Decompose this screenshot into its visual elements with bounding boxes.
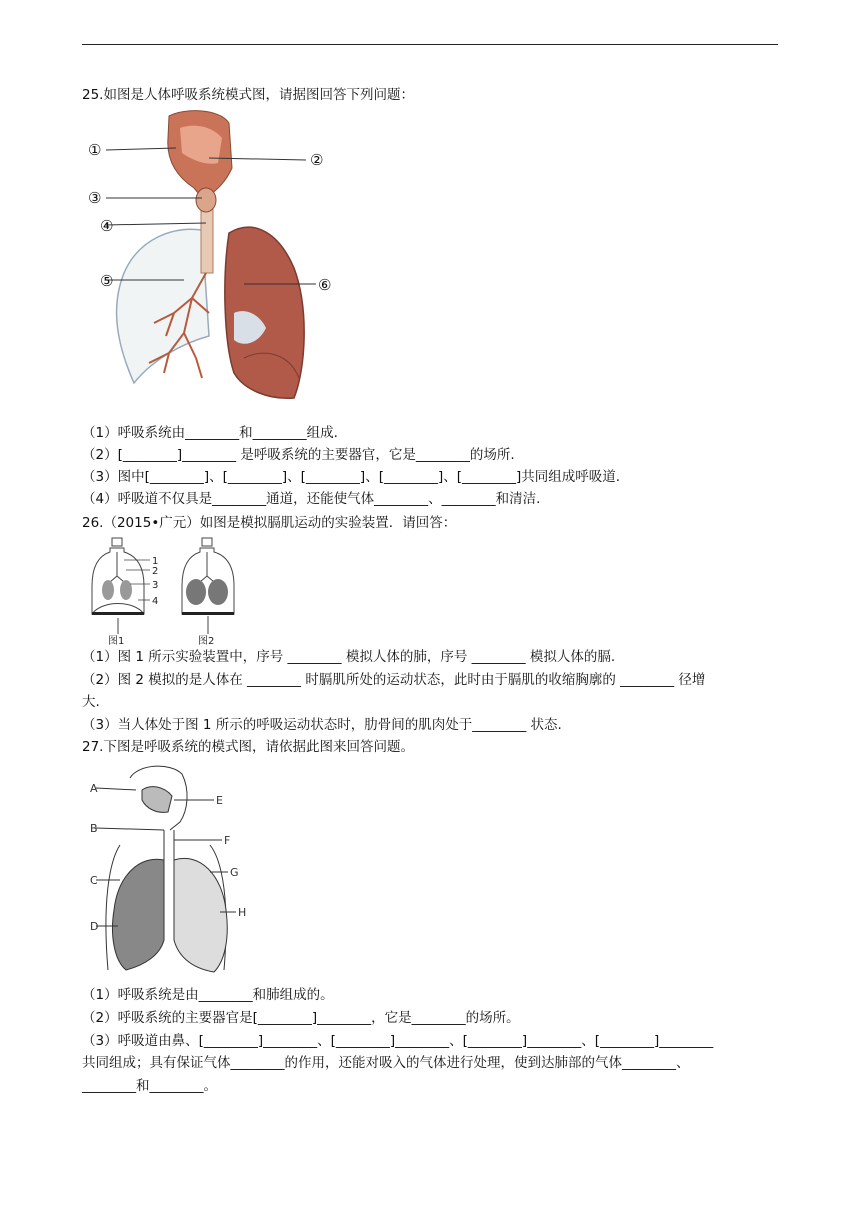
q25-label-2: ② — [310, 151, 324, 169]
q25-label-4: ④ — [100, 217, 114, 235]
q27-label-a: A — [90, 782, 98, 795]
q25-label-6: ⑥ — [318, 276, 332, 294]
q26-label-2: 2 — [152, 566, 159, 577]
q26-label-1: 1 — [152, 556, 159, 567]
q27-label-d: D — [90, 920, 99, 933]
q26-diaphragm-model-figure — [88, 536, 238, 648]
q25-line-2: （2）[________]________ 是呼吸系统的主要器官，它是________的场所. — [82, 447, 515, 463]
q26-line-3: （3）当人体处于图 1 所示的呼吸运动状态时，肋骨间的肌肉处于________ 状态. — [82, 717, 562, 733]
q26-line-2-cont: 大. — [82, 694, 100, 710]
q27-line-3-end: ________和________。 — [82, 1078, 217, 1094]
q25-respiratory-figure — [84, 108, 344, 413]
q25-label-3: ③ — [88, 189, 102, 207]
q26-line-1: （1）图 1 所示实验装置中，序号 ________ 模拟人体的肺，序号 ________ 模拟人体的膈. — [82, 649, 616, 665]
q26-fig2-caption: 图2 — [198, 636, 215, 647]
q27-label-g: G — [230, 866, 239, 879]
q27-line-2: （2）呼吸系统的主要器官是[________]________，它是________的场所。 — [82, 1010, 520, 1026]
q26-fig1-caption: 图1 — [108, 636, 125, 647]
q27-line-1: （1）呼吸系统是由________和肺组成的。 — [82, 987, 334, 1003]
q27-label-h: H — [238, 906, 247, 919]
q27-respiratory-figure — [90, 760, 250, 980]
q27-line-3-cont: 共同组成；具有保证气体________的作用，还能对吸入的气体进行处理，使到达肺部的气体________、 — [82, 1055, 690, 1071]
q27-label-e: E — [216, 794, 223, 807]
q27-line-3: （3）呼吸道由鼻、[________]________、[________]________、[________]________、[________]________ — [82, 1033, 714, 1049]
q27-label-f: F — [224, 834, 231, 847]
q27-label-c: C — [90, 874, 98, 887]
q25-line-3: （3）图中[________]、[________]、[________]、[________]、[________]共同组成呼吸道. — [82, 469, 621, 485]
q27-label-b: B — [90, 822, 98, 835]
q26-line-2: （2）图 2 模拟的是人体在 ________ 时膈肌所处的运动状态，此时由于膈肌的收缩胸廓的 ________ 径增 — [82, 672, 706, 688]
header-rule — [82, 44, 778, 45]
q26-label-4: 4 — [152, 596, 159, 607]
q25-title: 25.如图是人体呼吸系统模式图，请据图回答下列问题： — [82, 87, 414, 103]
q25-label-5: ⑤ — [100, 272, 114, 290]
q25-line-1: （1）呼吸系统由________和________组成. — [82, 425, 338, 441]
q26-title: 26.（2015•广元）如图是模拟膈肌运动的实验装置．请回答： — [82, 515, 457, 531]
q25-line-4: （4）呼吸道不仅具是________通道，还能使气体________、________和清洁. — [82, 491, 541, 507]
q27-title: 27.下图是呼吸系统的模式图，请依据此图来回答问题。 — [82, 739, 414, 755]
q26-label-3: 3 — [152, 580, 159, 591]
q25-label-1: ① — [88, 141, 102, 159]
